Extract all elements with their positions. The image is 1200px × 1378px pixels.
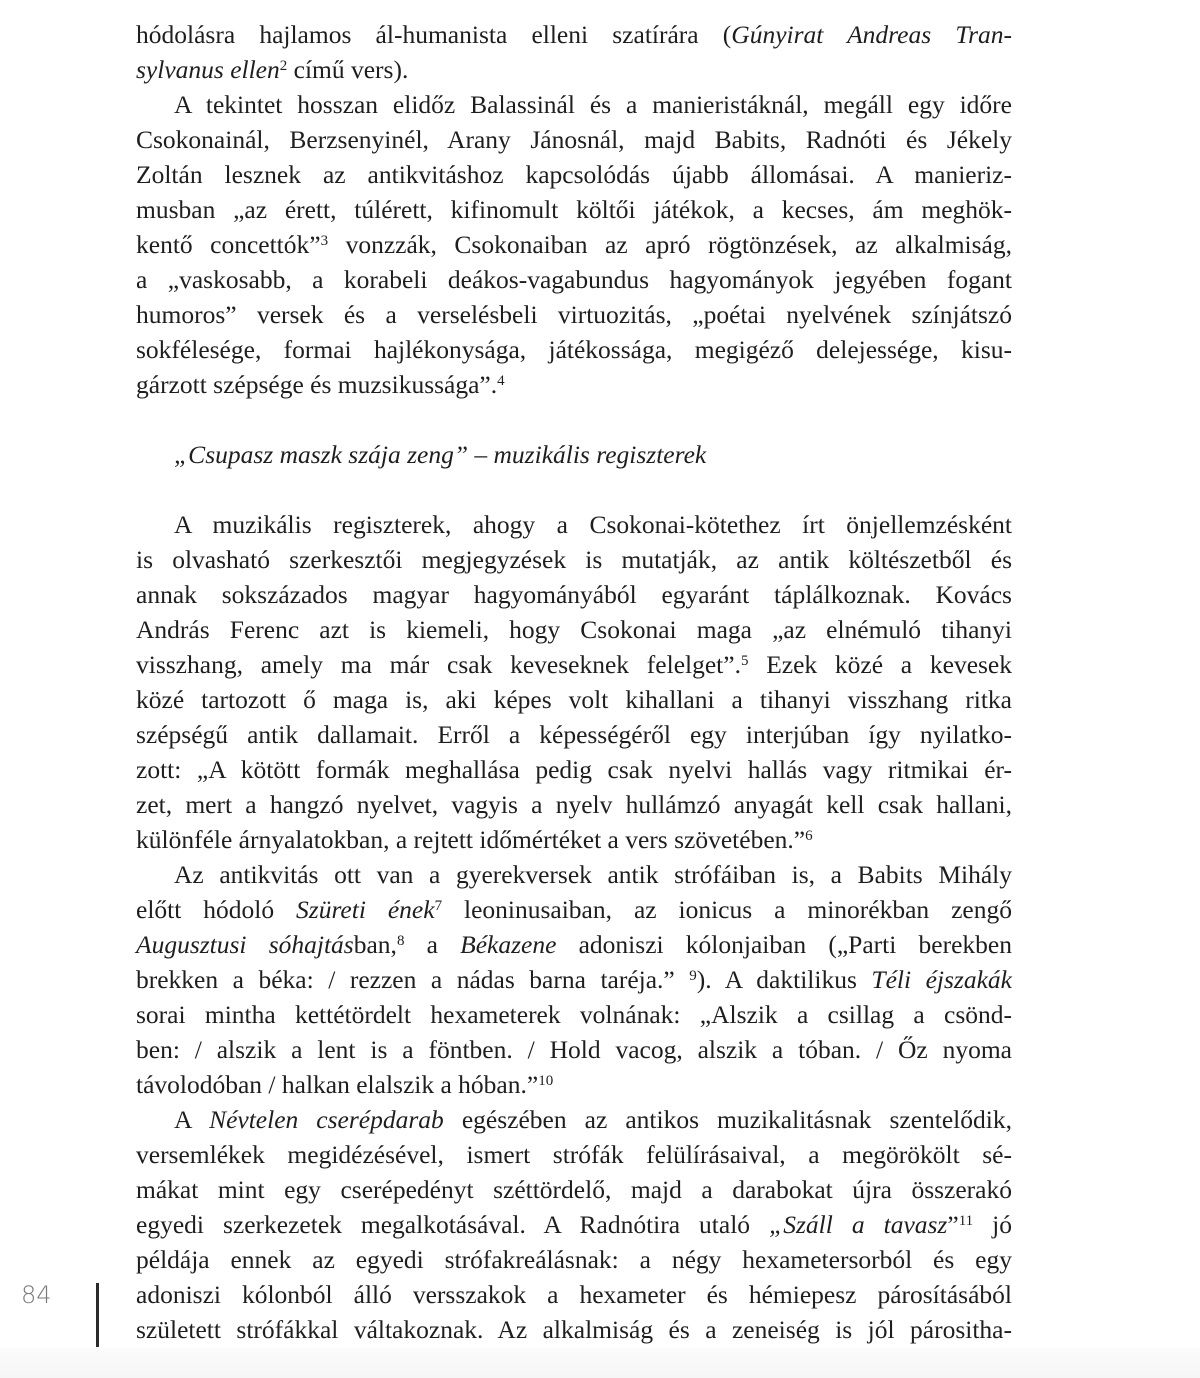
text-line: musban „az érett, túlérett, kifinomult költői játékok, a kecses, ám meghök-	[136, 195, 1012, 224]
text-line: Az antikvitás ott van a gyerekversek antik strófáiban is, a Babits Mihály	[174, 860, 1012, 889]
text-line	[136, 17, 1012, 52]
text-line: született strófákkal váltakoznak. Az alkalmiság és a zeneiség is jól párositha-	[136, 1315, 1012, 1344]
text-line: annak sokszázados magyar hagyományából egyaránt táplálkoznak. Kovács	[136, 580, 1012, 609]
text-run: című vers).	[287, 55, 409, 84]
text-line: példája ennek az egyedi strófakreálásnak: a négy hexametersorból és egy	[136, 1245, 1012, 1274]
text-run: különféle árnyalatokban, a rejtett időmértéket a vers szövetében.”	[136, 825, 806, 854]
text-line	[136, 52, 1012, 87]
paragraph-continuation	[136, 17, 1012, 87]
margin-rule-divider	[96, 1283, 99, 1347]
text-line: a „vaskosabb, a korabeli deákos-vagabundus hagyományok jegyében fogant	[136, 265, 1012, 294]
section-heading: „Csupasz maszk szája zeng” – muzikális regiszterek	[174, 440, 707, 469]
text-line: Csokonainál, Berzsenyinél, Arany Jánosnál, majd Babits, Radnóti és Jékely	[136, 125, 1012, 154]
text-line: mákat mint egy cserépedényt széttördelő, majd a darabokat újra összerakó	[136, 1175, 1012, 1204]
text-line: sorai mintha kettétördelt hexameterek volnának: „Alszik a csillag a csönd-	[136, 1000, 1012, 1029]
text-run: visszhang, amely ma már csak keveseknek felelget”.	[136, 650, 741, 679]
footnote-marker[interactable]: 10	[538, 1072, 554, 1089]
paragraph-nameless-shard	[136, 1102, 1012, 1347]
italic-title: Szüreti ének	[296, 895, 435, 924]
footnote-marker[interactable]: 11	[958, 1212, 974, 1229]
text-line: ben: / alszik a lent is a föntben. / Hold vacog, alszik a tóban. / Őz nyoma	[136, 1035, 1012, 1064]
text-line: is olvasható szerkesztői megjegyzések is mutatják, az antik költészetből és	[136, 545, 1012, 574]
text-run: ban,	[353, 930, 397, 959]
text-run: vonzzák, Csokonaiban az apró rögtönzések, az alkalmiság,	[328, 230, 1012, 259]
text-run: hódolásra hajlamos ál-humanista elleni szatírára (	[136, 20, 732, 49]
footnote-marker[interactable]: 5	[740, 652, 749, 669]
text-run: egyedi szerkezetek megalkotásával. A Radnótira utaló	[136, 1210, 770, 1239]
text-line: A muzikális regiszterek, ahogy a Csokonai-kötethez írt önjellemzésként	[174, 510, 1012, 539]
text-line	[136, 962, 1012, 997]
text-run: leoninusaiban, az ionicus a minorékban zengő	[442, 895, 1012, 924]
text-line: humoros” versek és a verselésbeli virtuozitás, „poétai nyelvének színjátszó	[136, 300, 1012, 329]
text-line	[136, 1207, 1012, 1242]
footnote-marker[interactable]: 3	[320, 232, 329, 249]
text-run: brekken a béka: / rezzen a nádas barna taréja.”	[136, 965, 690, 994]
footnote-marker[interactable]: 8	[396, 932, 405, 949]
text-run: egészében az antikos muzikalitásnak szentelődik,	[443, 1105, 1012, 1134]
text-line	[136, 1102, 1012, 1137]
page-number: 84	[21, 1281, 52, 1309]
text-run: távolodóban / halkan elalszik a hóban.”	[136, 1070, 539, 1099]
italic-title: Augusztusi sóhajtás	[136, 930, 354, 959]
italic-title: Névtelen cserépdarab	[209, 1105, 444, 1134]
text-run: a	[404, 930, 461, 959]
footnote-marker[interactable]: 6	[805, 827, 813, 844]
text-line: adoniszi kólonból álló versszakok a hexameter és hémiepesz párosításából	[136, 1280, 1012, 1309]
text-line	[136, 647, 1012, 682]
text-line: Zoltán lesznek az antikvitáshoz kapcsolódás újabb állomásai. A manieriz-	[136, 160, 1012, 189]
footnote-marker[interactable]: 7	[434, 897, 443, 914]
paragraph-musical-registers	[136, 507, 1012, 857]
text-line: közé tartozott ő maga is, aki képes volt kihallani a tihanyi visszhang ritka	[136, 685, 1012, 714]
italic-title: Gúnyirat Andreas Tran-	[731, 20, 1013, 49]
text-line: versemlékek megidézésével, ismert strófák felülírásaival, a megörökölt sé-	[136, 1140, 1012, 1169]
footnote-marker[interactable]: 2	[279, 57, 288, 74]
text-line: A tekintet hosszan elidőz Balassinál és a manieristáknál, megáll egy időre	[174, 90, 1012, 119]
text-run: gárzott szépsége és muzsikussága”.	[136, 370, 498, 399]
text-line: András Ferenc azt is kiemeli, hogy Csokonai maga „az elnémuló tihanyi	[136, 615, 1012, 644]
text-line: zott: „A kötött formák meghallása pedig csak nyelvi hallás vagy ritmikai ér-	[136, 755, 1012, 784]
footnote-marker[interactable]: 4	[497, 372, 505, 389]
italic-title: „Száll a tavasz	[769, 1210, 948, 1239]
text-run: előtt hódoló	[136, 895, 297, 924]
text-run: ). A daktilikus	[696, 965, 872, 994]
italic-title: Békazene	[460, 930, 557, 959]
text-line: sokfélesége, formai hajlékonysága, játékossága, megigéző delejessége, kisu-	[136, 335, 1012, 364]
text-line	[136, 1067, 1012, 1102]
text-run: A	[174, 1105, 210, 1134]
italic-title: sylvanus ellen	[136, 55, 280, 84]
paragraph-childrens-poems	[136, 857, 1012, 1102]
text-run: Ezek közé a kevesek	[748, 650, 1012, 679]
italic-title: Téli éjszakák	[871, 965, 1012, 994]
text-line	[136, 892, 1012, 927]
text-line	[136, 227, 1012, 262]
text-line	[136, 822, 1012, 857]
text-run: adoniszi kólonjaiban („Parti berekben	[556, 930, 1012, 959]
text-run: jó	[973, 1210, 1012, 1239]
text-line	[136, 927, 1012, 962]
text-line: szépségű antik dallamait. Erről a képességéről egy interjúban így nyilatko-	[136, 720, 1012, 749]
text-line	[136, 367, 1012, 402]
text-run: ”	[947, 1210, 959, 1239]
footnote-marker[interactable]: 9	[689, 967, 697, 984]
text-run: kentő concettók”	[136, 230, 321, 259]
page-bottom-edge	[0, 1348, 1200, 1378]
paragraph-antiquity-stations	[136, 87, 1012, 402]
text-line: zet, mert a hangzó nyelvet, vagyis a nyelv hullámzó anyagát kell csak hallani,	[136, 790, 1012, 819]
